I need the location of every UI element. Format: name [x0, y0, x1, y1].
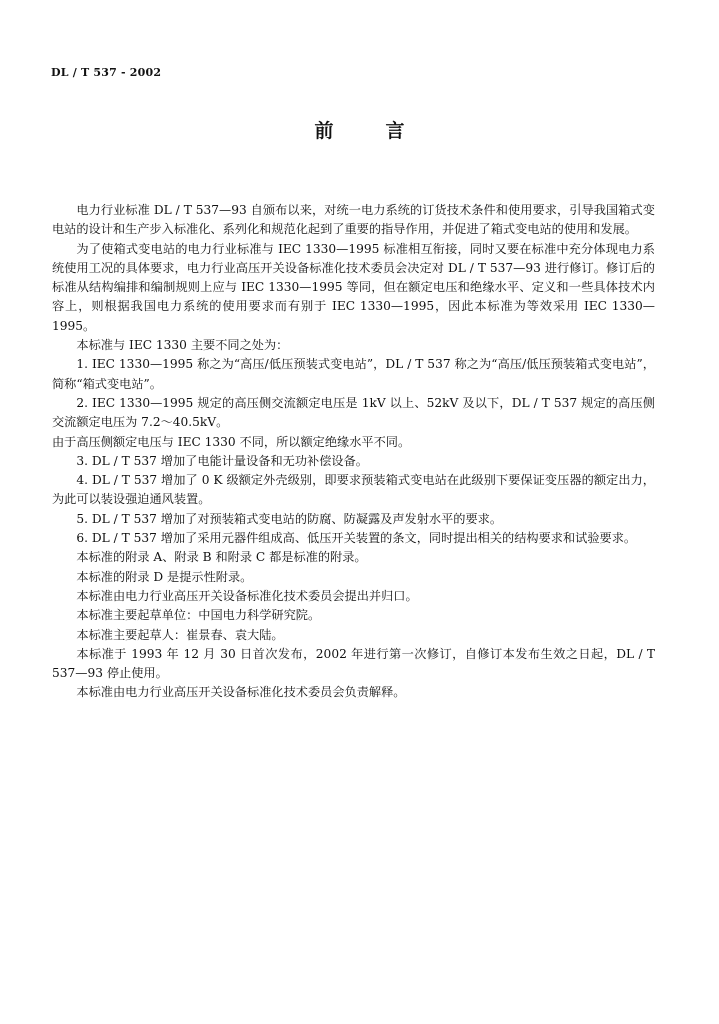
- paragraph-drafters: 本标准主要起草人：崔景春、袁大陆。: [76, 627, 284, 642]
- page-title: 前言: [314, 120, 457, 142]
- difference-item-5: 5. DL / T 537 增加了对预装箱式变电站的防腐、防凝露及声发射水平的要求。: [76, 511, 503, 526]
- difference-item-6: 6. DL / T 537 增加了采用元器件组成高、低压开关装置的条文，同时提出相关的结构要求和试验要求。: [76, 531, 637, 546]
- difference-item-2-note: 由于高压侧额定电压与 IEC 1330 不同，所以额定绝缘水平不同。: [52, 434, 411, 449]
- document-code-header: DL / T 537 - 2002: [51, 66, 162, 79]
- difference-item-1: 1. IEC 1330—1995 称之为“高压/低压预装式变电站”，DL / T 537 称之为“高压/低压预装箱式变电站”，简称“箱式变电站”。: [52, 357, 655, 391]
- paragraph-publication-history: 本标准于 1993 年 12 月 30 日首次发布，2002 年进行第一次修订，自修订本发布生效之日起，DL / T 537—93 停止使用。: [52, 646, 655, 681]
- paragraph-normative-appendices: 本标准的附录 A、附录 B 和附录 C 都是标准的附录。: [76, 550, 367, 565]
- body-text: [52, 201, 655, 703]
- paragraph-informative-appendix: 本标准的附录 D 是提示性附录。: [76, 569, 253, 584]
- paragraph-revision-purpose: 为了使箱式变电站的电力行业标准与 IEC 1330—1995 标准相互衔接，同时又要在标准中充分体现电力系统使用工况的具体要求，电力行业高压开关设备标准化技术委员会决定对 DL / T 537—93 进行修订。修订后的标准从结构编排和编制规则上应与 IEC 1330—1995 等同，但在额定电压和绝缘水平、定义和一些具体技术内容上，则根据我国电力系统的使用要求而有别于 IEC 1330—1995，因此本标准为等效采用 IEC 1330—1995。: [52, 241, 655, 333]
- paragraph-proposer: 本标准由电力行业高压开关设备标准化技术委员会提出并归口。: [76, 588, 418, 603]
- paragraph-drafting-unit: 本标准主要起草单位：中国电力科学研究院。: [76, 608, 321, 623]
- paragraph-interpretation: 本标准由电力行业高压开关设备标准化技术委员会负责解释。: [76, 685, 406, 700]
- difference-item-3: 3. DL / T 537 增加了电能计量设备和无功补偿设备。: [76, 453, 368, 468]
- difference-item-2: 2. IEC 1330—1995 规定的高压侧交流额定电压是 1kV 以上、52kV 及以下，DL / T 537 规定的高压侧交流额定电压为 7.2～40.5kV。: [52, 395, 655, 430]
- paragraph-differences-heading: 本标准与 IEC 1330 主要不同之处为：: [76, 338, 289, 353]
- paragraph-intro: 电力行业标准 DL / T 537—93 自颁布以来，对统一电力系统的订货技术条件和使用要求，引导我国箱式变电站的设计和生产步入标准化、系列化和规范化起到了重要的指导作用，并促进了箱式变电站的使用和发展。: [52, 203, 655, 237]
- difference-item-4: 4. DL / T 537 增加了 0 K 级额定外壳级别，即要求预装箱式变电站在此级别下要保证变压器的额定出力，为此可以装设强迫通风装置。: [52, 473, 655, 507]
